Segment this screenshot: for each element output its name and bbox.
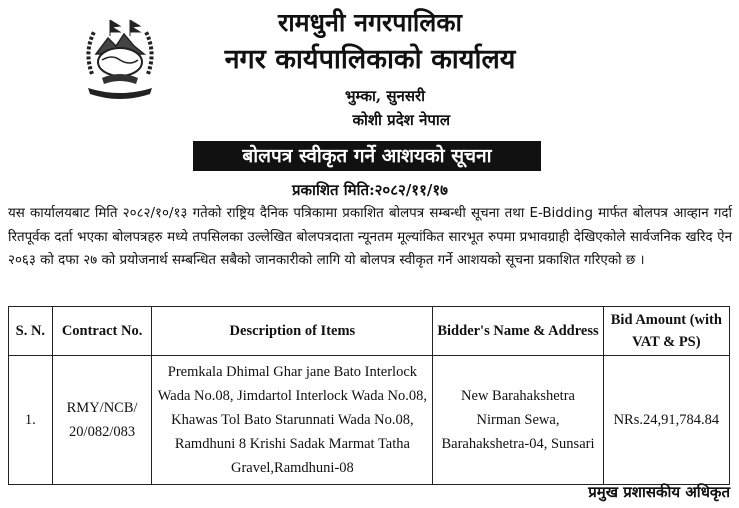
table-row <box>9 356 730 485</box>
cell-bidder: New Barahakshetra Nirman Sewa, Barahakshetra-04, Sunsari <box>433 356 603 485</box>
address-province: कोशी प्रदेश नेपाल <box>352 111 450 129</box>
signatory-title: प्रमुख प्रशासकीय अधिकृत <box>588 483 730 501</box>
notice-body: यस कार्यालयबाट मिति २०८२/१०/१३ गतेको राष्ट्रिय दैनिक पत्रिकामा प्रकाशित बोलपत्र सम्बन्धी सूचना तथा E-Bidding मार्फत बोलपत्र आव्हान गर्दा रितपूर्वक दर्ता भएका बोलपत्रहरु मध्ये तपसिलका उल्लेखित बोलपत्रदाता न्यूनतम मूल्यांकित सारभूत रुपमा प्रभावग्राही देखिएकोले सार्वजनिक खरिद ऐन २०६३ को दफा २७ को प्रयोजनार्थ सम्बन्धित सबैको जानकारीको लागि यो बोलपत्र स्वीकृत गर्ने आशयको सूचना प्रकाशित गरिएको छ । <box>8 206 732 268</box>
address-location: भुम्का, सुनसरी <box>345 87 425 105</box>
header-contract-no: Contract No. <box>52 307 152 356</box>
cell-description: Premkala Dhimal Ghar jane Bato Interlock Wada No.08, Jimdartol Interlock Wada No.08, Khawas Tol Bato Starunnati Wada No.08, Ramdhuni 8 Krishi Sadak Marmat Tatha Gravel,Ramdhuni-08 <box>152 356 433 485</box>
cell-contract-no: RMY/NCB/ 20/082/083 <box>52 356 152 485</box>
bid-table <box>8 306 730 485</box>
cell-sn: 1. <box>9 356 53 485</box>
published-date: प्रकाशित मिति:२०८२/११/१७ <box>292 181 448 199</box>
header-sn: S. N. <box>9 307 53 356</box>
municipality-name: रामधुनी नगरपालिका <box>277 8 463 37</box>
notice-title: बोलपत्र स्वीकृत गर्ने आशयको सूचना <box>193 141 541 171</box>
cell-bid-amount: NRs.24,91,784.84 <box>603 356 729 485</box>
header-bid-amount: Bid Amount (with VAT & PS) <box>603 307 729 356</box>
header-description: Description of Items <box>152 307 433 356</box>
header-bidder: Bidder's Name & Address <box>433 307 603 356</box>
table-header-row <box>9 307 730 356</box>
letterhead <box>160 4 580 78</box>
government-emblem-icon <box>80 14 160 100</box>
office-name: नगर कार्यपालिकाको कार्यालय <box>224 44 516 75</box>
